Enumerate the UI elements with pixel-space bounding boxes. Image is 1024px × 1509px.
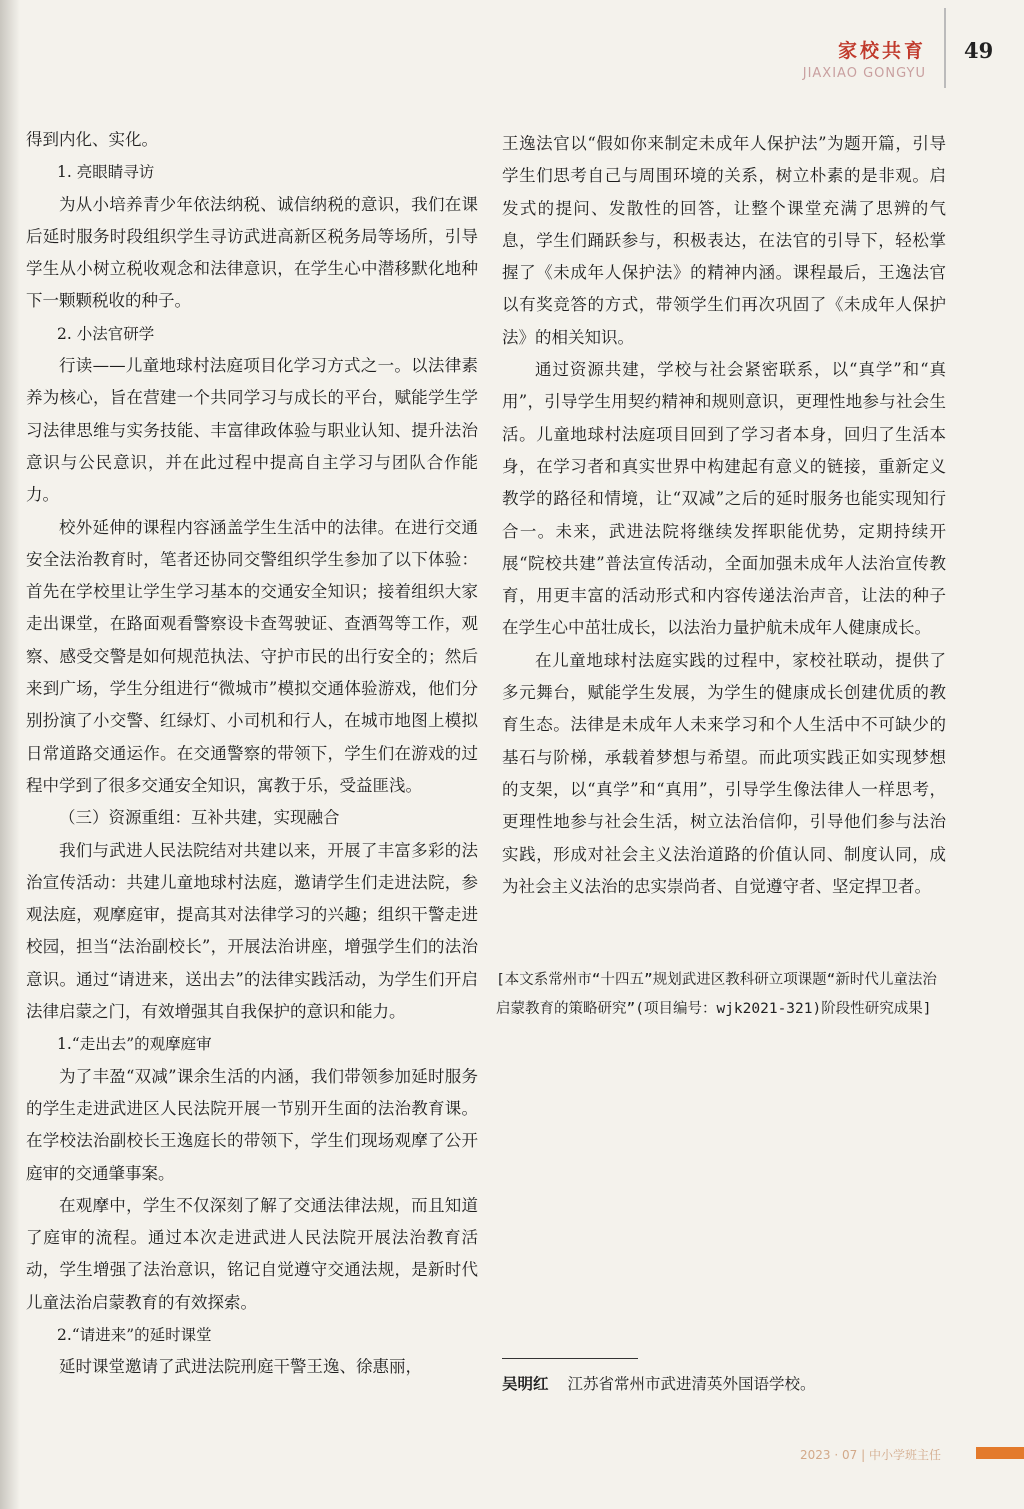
author-name: 吴明红 <box>502 1375 549 1393</box>
right-column <box>502 128 946 903</box>
section-pinyin: JIAXIAO GONGYU <box>802 66 926 81</box>
funding-note: [本文系常州市“十四五”规划武进区教科研立项课题“新时代儿童法治启蒙教育的策略研究”(项目编号：wjk2021-321)阶段性研究成果] <box>496 972 937 1017</box>
paragraph: 延时课堂邀请了武进法院刑庭干警王逸、徐惠丽， <box>59 1357 422 1377</box>
paragraph: 在观摩中，学生不仅深刻了解了交通法律法规，而且知道了庭审的流程。通过本次走进武进人民法院开展法治教育活动，学生增强了法治意识，铭记自觉遵守交通法规，是新时代儿童法治启蒙教育的有效探索。 <box>26 1195 478 1312</box>
page-footer: 2023 · 07 | 中小学班主任 <box>800 1448 941 1462</box>
paragraph: 通过资源共建，学校与社会紧密联系，以“真学”和“真用”，引导学生用契约精神和规则意识，更理性地参与社会生活。儿童地球村法庭项目回到了学习者本身，回归了生活本身，在学习者和真实世界中构建起有意义的链接，重新定义教学的路径和情境，让“双减”之后的延时服务也能实现知行合一。未来，武进法院将继续发挥职能优势，定期持续开展“院校共建”普法宣传活动，全面加强未成年人法治宣传教育，用更丰富的活动形式和内容传递法治声音，让法的种子在学生心中茁壮成长，以法治力量护航未成年人健康成长。 <box>502 360 946 638</box>
page-header <box>0 0 1024 110</box>
footer-journal: 中小学班主任 <box>868 1448 941 1462</box>
paragraph: 行读——儿童地球村法庭项目化学习方式之一。以法律素养为核心，旨在营建一个共同学习与成长的平台，赋能学生学习法律思维与实务技能、丰富律政体验与职业认知、提升法治意识与公民意识，并在此过程中提高自主学习与团队合作能力。 <box>26 356 478 505</box>
signature-rule <box>502 1358 638 1359</box>
header-divider <box>944 8 946 88</box>
footer-issue: 2023 · 07 <box>800 1448 858 1462</box>
subheading: 1.“走出去”的观摩庭审 <box>57 1035 212 1054</box>
page-edge-shadow <box>0 0 20 1509</box>
left-column <box>26 124 478 1384</box>
paragraph: 我们与武进人民法院结对共建以来，开展了丰富多彩的法治宣传活动：共建儿童地球村法庭，邀请学生们走进法院，参观法庭，观摩庭审，提高其对法律学习的兴趣；组织干警走进校园，担当“法治副校长”，开展法治讲座，增强学生们的法治意识。通过“请进来，送出去”的法律实践活动，为学生们开启法律启蒙之门，有效增强其自我保护的意识和能力。 <box>26 840 478 1022</box>
paragraph: 为了丰盈“双减”课余生活的内涵，我们带领参加延时服务的学生走进武进区人民法院开展一节别开生面的法治教育课。在学校法治副校长王逸庭长的带领下，学生们现场观摩了公开庭审的交通肇事案。 <box>26 1066 478 1183</box>
author-line <box>502 1372 815 1394</box>
subheading: 2. 小法官研学 <box>57 324 155 343</box>
paragraph: 校外延伸的课程内容涵盖学生生活中的法律。在进行交通安全法治教育时，笔者还协同交警组织学生参加了以下体验：首先在学校里让学生学习基本的交通安全知识；接着组织大家走出课堂，在路面观看警察设卡查驾驶证、查酒驾等工作，观察、感受交警是如何规范执法、守护市民的出行安全的；然后来到广场，学生分组进行“微城市”模拟交通体验游戏，他们分别扮演了小交警、红绿灯、小司机和行人，在城市地图上模拟日常道路交通运作。在交通警察的带领下，学生们在游戏的过程中学到了很多交通安全知识，寓教于乐，受益匪浅。 <box>26 517 478 795</box>
subheading: （三）资源重组：互补共建，实现融合 <box>59 808 340 828</box>
paragraph: 在儿童地球村法庭实践的过程中，家校社联动，提供了多元舞台，赋能学生发展，为学生的健康成长创建优质的教育生态。法律是未成年人未来学习和个人生活中不可缺少的基石与阶梯，承载着梦想与希望。而此项实践正如实现梦想的支架，以“真学”和“真用”，引导学生像法律人一样思考，更理性地参与社会生活，树立法治信仰，引导他们参与法治实践，形成对社会主义法治道路的价值认同、制度认同，成为社会主义法治的忠实崇尚者、自觉遵守者、坚定捍卫者。 <box>502 650 946 896</box>
paragraph: 王逸法官以“假如你来制定未成年人保护法”为题开篇，引导学生们思考自己与周围环境的关系，树立朴素的是非观。启发式的提问、发散性的回答，让整个课堂充满了思辨的气息，学生们踊跃参与，积极表达，在法官的引导下，轻松掌握了《未成年人保护法》的精神内涵。课程最后，王逸法官以有奖竞答的方式，带领学生们再次巩固了《未成年人保护法》的相关知识。 <box>502 134 946 347</box>
subheading: 2.“请进来”的延时课堂 <box>57 1325 212 1344</box>
paragraph: 为从小培养青少年依法纳税、诚信纳税的意识，我们在课后延时服务时段组织学生寻访武进高新区税务局等场所，引导学生从小树立税收观念和法律意识，在学生心中潜移默化地种下一颗颗税收的种子。 <box>26 194 478 311</box>
paragraph: 得到内化、实化。 <box>26 130 158 149</box>
subheading: 1. 亮眼睛寻访 <box>57 163 155 182</box>
section-title: 家校共育 <box>837 40 926 62</box>
author-affiliation: 江苏省常州市武进清英外国语学校。 <box>567 1375 816 1393</box>
footer-accent-bar <box>976 1447 1024 1459</box>
page-number: 49 <box>964 38 994 63</box>
